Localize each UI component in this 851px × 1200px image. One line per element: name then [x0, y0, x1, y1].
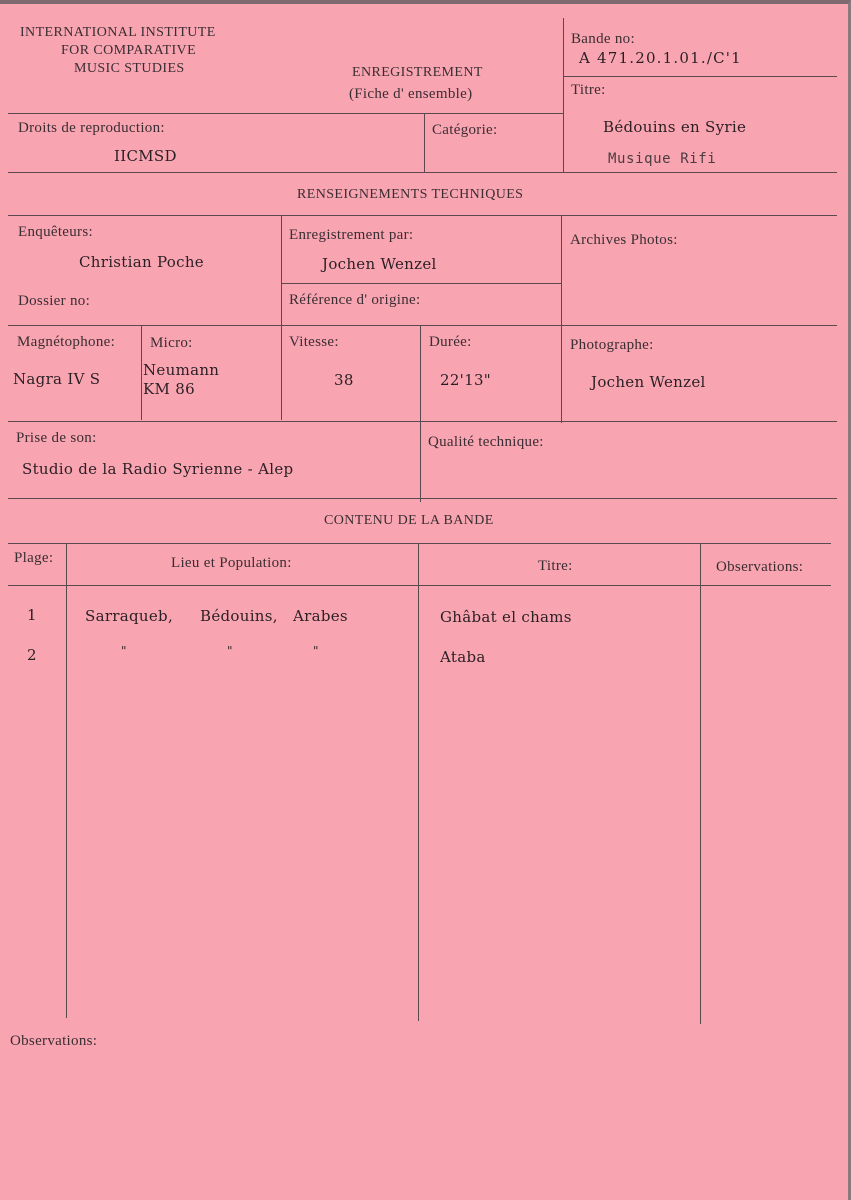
row-plage: 2: [27, 646, 37, 664]
rule-tech-row3: [8, 421, 837, 422]
rule-tech-duree: [420, 325, 421, 502]
rule-categorie-left: [424, 113, 425, 173]
photographe-label: Photographe:: [570, 337, 654, 353]
institute-line3: MUSIC STUDIES: [74, 61, 185, 76]
institute-line1: INTERNATIONAL INSTITUTE: [20, 25, 216, 40]
institute-line2: FOR COMPARATIVE: [61, 43, 197, 58]
photographe-value: Jochen Wenzel: [591, 373, 706, 391]
row-lieu-population: ": [227, 644, 233, 658]
vitesse-label: Vitesse:: [289, 334, 339, 350]
rule-contents-top: [8, 543, 831, 544]
form-title: ENREGISTREMENT: [352, 65, 483, 80]
technical-section-title: RENSEIGNEMENTS TECHNIQUES: [297, 187, 524, 202]
enqueteurs-value: Christian Poche: [79, 253, 204, 271]
row-lieu-place: ": [121, 644, 127, 658]
magnetophone-value: Nagra IV S: [13, 370, 101, 388]
col-plage-header: Plage:: [14, 550, 54, 566]
micro-value-line1: Neumann: [143, 361, 220, 379]
qualite-label: Qualité technique:: [428, 434, 544, 450]
enregistrement-value: Jochen Wenzel: [322, 255, 437, 273]
enqueteurs-label: Enquêteurs:: [18, 224, 93, 240]
observations-label: Observations:: [10, 1033, 98, 1049]
row-titre: Ataba: [440, 648, 486, 666]
dossier-label: Dossier no:: [18, 293, 91, 309]
rule-header-right: [563, 18, 564, 173]
rule-contents-header: [8, 585, 831, 586]
form-subtitle: (Fiche d' ensemble): [349, 86, 473, 102]
rule-prise-bottom: [8, 498, 837, 499]
prise-value: Studio de la Radio Syrienne - Alep: [22, 460, 294, 478]
col-titre-header: Titre:: [538, 558, 573, 574]
rule-header-bottom: [8, 113, 563, 114]
rule-contents-col2: [418, 543, 419, 1021]
row-lieu-place: Sarraqueb,: [85, 607, 174, 625]
magnetophone-label: Magnétophone:: [17, 334, 116, 350]
bande-label: Bande no:: [571, 31, 635, 47]
col-lieu-header: Lieu et Population:: [171, 555, 292, 571]
reference-label: Référence d' origine:: [289, 292, 421, 308]
rule-enreg-bottom: [281, 283, 561, 284]
row-plage: 1: [27, 606, 37, 624]
row-lieu-ethnicity: ": [313, 644, 319, 658]
prise-label: Prise de son:: [16, 430, 97, 446]
categorie-label: Catégorie:: [432, 122, 498, 138]
rule-tech-micro: [141, 325, 142, 420]
contents-section-title: CONTENU DE LA BANDE: [324, 513, 494, 528]
rule-rights-bottom: [8, 172, 837, 173]
row-titre: Ghâbat el chams: [440, 608, 572, 626]
archives-label: Archives Photos:: [570, 232, 678, 248]
titre-value-secondary: Musique Rifi: [608, 151, 717, 167]
micro-value-line2: KM 86: [143, 380, 195, 398]
duree-value: 22'13": [440, 371, 491, 389]
duree-label: Durée:: [429, 334, 472, 350]
enregistrement-label: Enregistrement par:: [289, 227, 414, 243]
bande-value: A 471.20.1.01./C'1: [579, 49, 742, 67]
rule-tech-col3: [561, 215, 562, 423]
titre-label: Titre:: [571, 82, 606, 98]
micro-label: Micro:: [150, 335, 193, 351]
rule-tech-top: [8, 215, 837, 216]
rule-bande-bottom: [563, 76, 837, 77]
rights-label: Droits de reproduction:: [18, 120, 165, 136]
titre-value: Bédouins en Syrie: [603, 118, 747, 136]
rule-contents-col3: [700, 543, 701, 1024]
rule-contents-col1: [66, 543, 67, 1018]
vitesse-value: 38: [334, 371, 354, 389]
row-lieu-ethnicity: Arabes: [293, 607, 348, 625]
rule-tech-row2: [8, 325, 837, 326]
row-lieu-population: Bédouins,: [200, 607, 278, 625]
rights-value: IICMSD: [114, 147, 177, 165]
col-obs-header: Observations:: [716, 559, 804, 575]
rule-tech-col1: [281, 215, 282, 420]
